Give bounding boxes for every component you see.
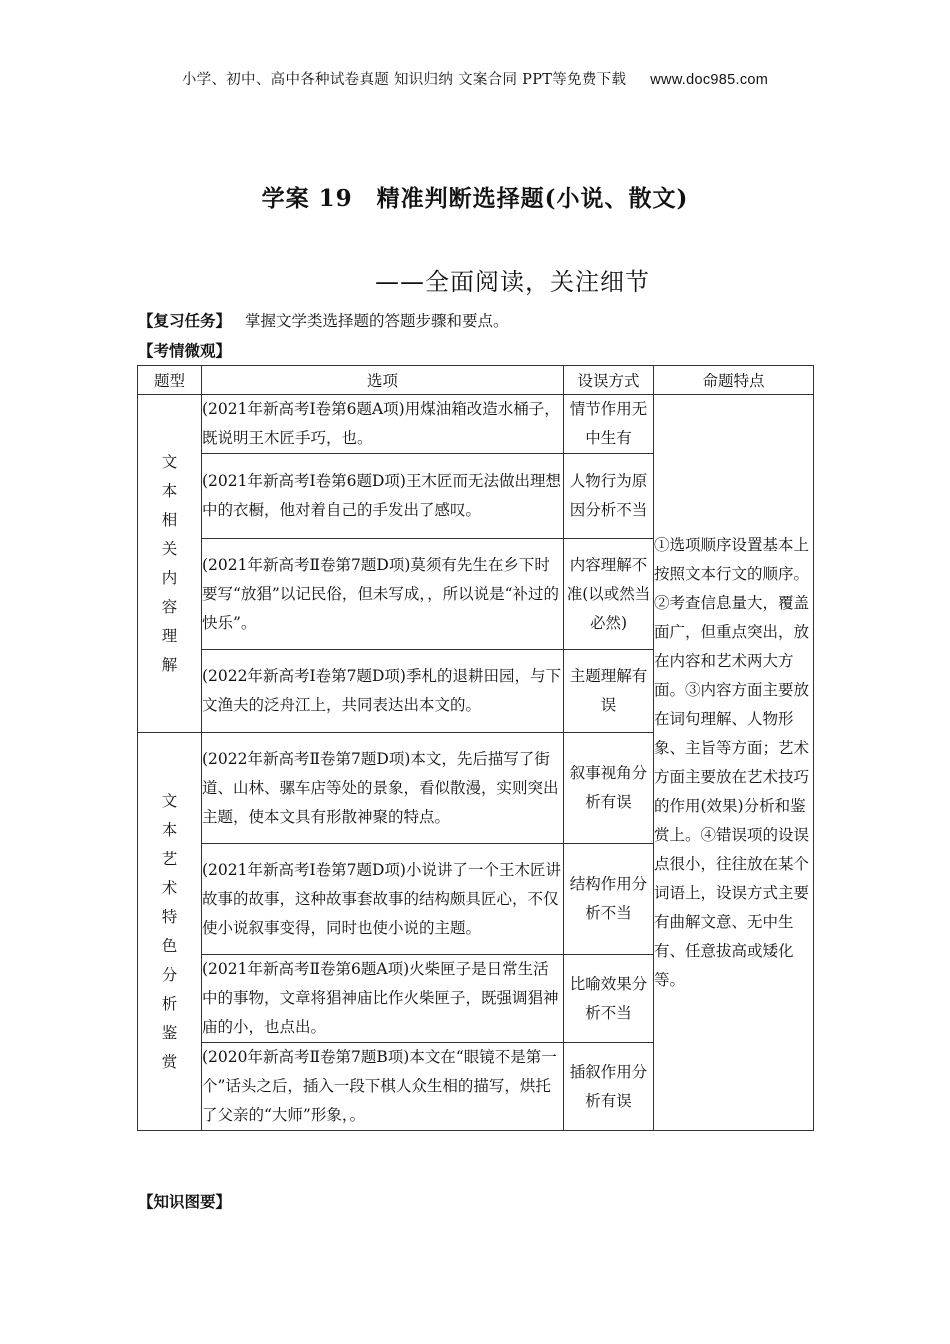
option-cell: (2021年新高考Ⅰ卷第6题D项)王木匠而无法做出理想中的衣橱，他对着自己的手发出了感叹。 — [202, 454, 564, 539]
header-question-type: 题型 — [138, 366, 202, 395]
review-task-label: 【复习任务】 — [138, 311, 232, 330]
page-title: 学案 19 精准判断选择题(小说、散文) — [261, 185, 689, 212]
option-cell: (2021年新高考Ⅰ卷第6题A项)用煤油箱改造水桶子，既说明王木匠手巧，也。 — [202, 395, 564, 454]
table-header-row — [138, 366, 814, 395]
category-artistic-analysis: 文本艺术特色分析鉴赏 — [138, 733, 202, 1131]
error-cell: 结构作用分析不当 — [564, 844, 654, 955]
error-cell: 插叙作用分析有误 — [564, 1043, 654, 1131]
feature-cell: ①选项顺序设置基本上按照文本行文的顺序。②考查信息量大，覆盖面广，但重点突出，放在内容和艺术两大方面。③内容方面主要放在词句理解、人物形象、主旨等方面；艺术方面主要放在艺术技巧的作用(效果)分析和鉴赏上。④错误项的设误点很小，往往放在某个词语上，设误方式主要有曲解文意、无中生有、任意拔高或矮化等。 — [654, 395, 814, 1131]
page-subtitle: ——全面阅读，关注细节 — [375, 268, 650, 296]
option-cell: (2022年新高考Ⅰ卷第7题D项)季札的退耕田园，与下文渔夫的泛舟江上，共同表达出本文的。 — [202, 650, 564, 733]
header-option: 选项 — [202, 366, 564, 395]
review-task — [138, 309, 509, 331]
knowledge-map-label: 【知识图要】 — [138, 1192, 232, 1211]
exam-analysis-table — [137, 365, 814, 1131]
option-cell: (2021年新高考Ⅱ卷第7题D项)莫须有先生在乡下时要写“放猖”以记民俗，但未写成，，所以说是“补过的快乐”。 — [202, 539, 564, 650]
error-cell: 叙事视角分析有误 — [564, 733, 654, 844]
option-cell: (2021年新高考Ⅱ卷第6题A项)火柴匣子是日常生活中的事物，文章将猖神庙比作火柴匣子，既强调猖神庙的小，也点出。 — [202, 955, 564, 1043]
table-row — [138, 395, 814, 454]
category-content-understanding: 文本相关内容理解 — [138, 395, 202, 733]
error-cell: 内容理解不准(以或然当必然) — [564, 539, 654, 650]
error-cell: 主题理解有误 — [564, 650, 654, 733]
option-cell: (2022年新高考Ⅱ卷第7题D项)本文，先后描写了街道、山林、骡车店等处的景象，看似散漫，实则突出主题，使本文具有形散神聚的特点。 — [202, 733, 564, 844]
header-error-method: 设误方式 — [564, 366, 654, 395]
header-site-link[interactable]: www.doc985.com — [650, 72, 769, 88]
page-header — [0, 68, 950, 89]
review-task-text: 掌握文学类选择题的答题步骤和要点。 — [245, 312, 509, 330]
exam-situation-label: 【考情微观】 — [138, 341, 232, 360]
header-feature: 命题特点 — [654, 366, 814, 395]
error-cell: 情节作用无中生有 — [564, 395, 654, 454]
error-cell: 比喻效果分析不当 — [564, 955, 654, 1043]
option-cell: (2021年新高考Ⅰ卷第7题D项)小说讲了一个王木匠讲故事的故事，这种故事套故事的结构颇具匠心，不仅使小说叙事变得，同时也使小说的主题。 — [202, 844, 564, 955]
option-cell: (2020年新高考Ⅱ卷第7题B项)本文在“眼镜不是第一个”话头之后，插入一段下棋人众生相的描写，烘托了父亲的“大师”形象，。 — [202, 1043, 564, 1131]
header-text: 小学、初中、高中各种试卷真题 知识归纳 文案合同 PPT等免费下载 — [181, 72, 627, 88]
error-cell: 人物行为原因分析不当 — [564, 454, 654, 539]
